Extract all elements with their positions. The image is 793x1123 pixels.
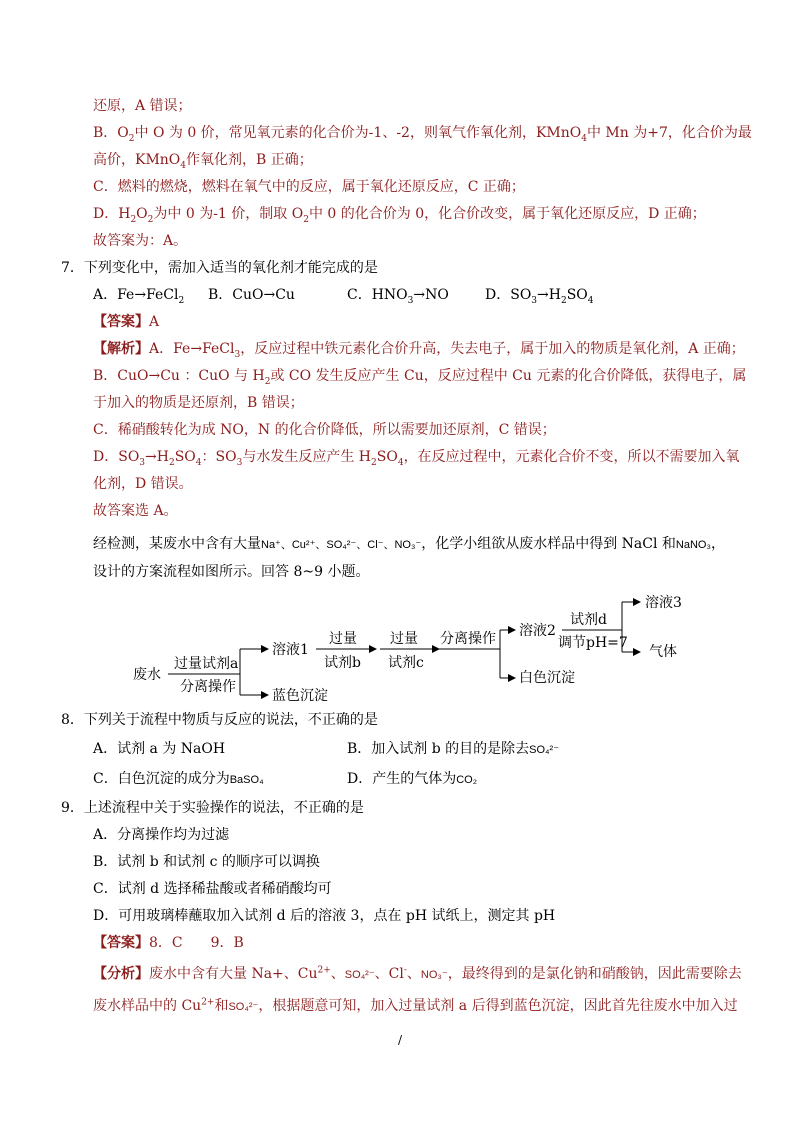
option-8c: C．白色沉淀的成分为BaSO₄ — [93, 771, 264, 787]
text-line: B．$O_2$中 O 为 0 价，常见氧元素的化合价为-1、-2，则氧气作氧化剂，KMnO$_4$中 Mn 为+7，化合价为最 — [93, 125, 752, 144]
label-step1-top: 过量试剂a — [174, 656, 239, 672]
intro-line: 经检测，某废水中含有大量Na⁺、Cu²⁺、SO₄²⁻、Cl⁻、NO₃⁻，化学小组欲从废水样品中得到 NaCl 和NaNO₃， — [93, 536, 725, 552]
node-solution3: 溶液3 — [645, 595, 682, 611]
text-line: 化剂，D 错误。 — [93, 476, 193, 492]
flow-diagram — [130, 590, 730, 702]
node-solution2: 溶液2 — [519, 623, 556, 639]
option-7a: A．Fe→FeCl$_2$ — [93, 287, 185, 306]
text-line: 废水样品中的 $Cu^{2+}$和SO₄²⁻，根据题意可知，加入过量试剂 a 后得到蓝色沉淀，因此首先往废水中加入过 — [93, 997, 738, 1014]
text-line: 故答案为：A。 — [93, 233, 188, 249]
text-line: 高价，KMnO$_4$作氧化剂，B 正确； — [93, 152, 313, 171]
text-line: C．稀硝酸转化为成 NO，N 的化合价降低，所以需要加还原剂，C 错误； — [93, 422, 556, 438]
question-7: 7．下列变化中，需加入适当的氧化剂才能完成的是 — [61, 260, 378, 276]
text-line: D．$SO_3\to H_2SO_4$：$SO_3$与水发生反应产生 $H_2SO_4$，在反应过程中，元素化合价不变，所以不需要加入氧 — [93, 449, 740, 468]
label-step2-bot: 试剂b — [324, 655, 361, 671]
option-9b: B．试剂 b 和试剂 c 的顺序可以调换 — [93, 854, 320, 870]
option-8a: A．试剂 a 为 NaOH — [93, 741, 226, 757]
node-gas: 气体 — [649, 644, 677, 660]
label-step4-top: 试剂d — [570, 612, 607, 628]
node-white-ppt: 白色沉淀 — [519, 670, 575, 686]
page-number: / — [398, 1033, 403, 1047]
text-line: D．$H_2O_2$为中 0 为-1 价，制取 $O_2$中 0 的化合价为 0，化合价改变，属于氧化还原反应，D 正确； — [93, 206, 706, 225]
answer-7: 【答案】A — [93, 314, 160, 330]
node-solution1: 溶液1 — [272, 642, 309, 658]
label-step4-bot: 调节pH=7 — [558, 635, 628, 651]
text-line: 于加入的物质是还原剂，B 错误； — [93, 395, 304, 411]
option-9a: A．分离操作均为过滤 — [93, 827, 230, 843]
label-step3-bot: 试剂c — [388, 655, 424, 671]
option-7c: C．$HNO_3\to NO$ — [347, 287, 449, 306]
node-waste: 废水 — [133, 667, 161, 683]
label-step1-bot: 分离操作 — [180, 679, 236, 695]
intro-line: 设计的方案流程如图所示。回答 8~9 小题。 — [93, 564, 370, 580]
option-9d: D．可用玻璃棒蘸取加入试剂 d 后的溶液 3，点在 pH 试纸上，测定其 pH — [93, 908, 556, 924]
text-line: B．CuO→Cu ：CuO 与 $H_2$或 CO 发生反应产生 Cu，反应过程中 Cu 元素的化合价降低，获得电子，属 — [93, 368, 747, 387]
node-blue-ppt: 蓝色沉淀 — [272, 688, 328, 702]
label-sep: 分离操作 — [440, 631, 496, 647]
option-9c: C．试剂 d 选择稀盐酸或者稀硝酸均可 — [93, 881, 332, 897]
text-line: C．燃料的燃烧，燃料在氧气中的反应，属于氧化还原反应，C 正确； — [93, 179, 525, 195]
text-line: 还原，A 错误； — [93, 98, 192, 114]
question-8: 8．下列关于流程中物质与反应的说法，不正确的是 — [61, 712, 378, 728]
question-9: 9．上述流程中关于实验操作的说法，不正确的是 — [61, 800, 364, 816]
analysis-8-9: 【分析】废水中含有大量 Na+、$Cu^{2+}$、SO₄²⁻、Cl-、NO₃⁻，最终得到的是氯化钠和硝酸钠，因此需要除去 — [93, 965, 742, 982]
analysis-7: 【解析】A．Fe→FeCl$_3$，反应过程中铁元素化合价升高，失去电子，属于加入的物质是氧化剂，A 正确； — [93, 341, 745, 360]
answer-8-9: 【答案】8．C 9．B — [93, 935, 244, 951]
option-7d: D．$SO_3\to H_2SO_4$ — [485, 287, 594, 306]
option-8b: B．加入试剂 b 的目的是除去SO₄²⁻ — [347, 741, 560, 757]
label-step2-top: 过量 — [329, 631, 357, 647]
text-line: 故答案选 A。 — [93, 503, 178, 519]
label-step3-top: 过量 — [390, 631, 418, 647]
option-8d: D．产生的气体为CO₂ — [347, 771, 478, 787]
option-7b: B．CuO→Cu — [208, 287, 295, 303]
